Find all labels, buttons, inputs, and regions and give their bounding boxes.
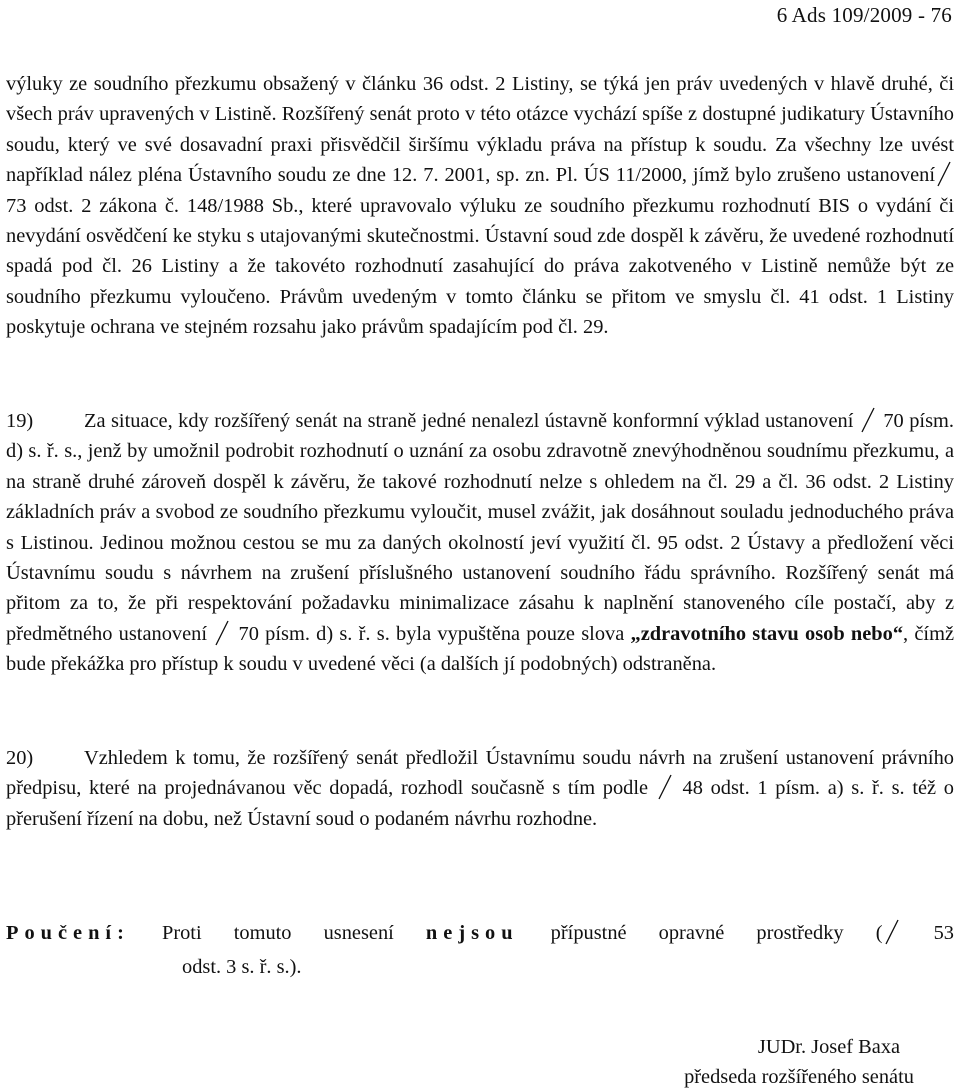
- paragraph-text: , čímž bude překážka pro přístup k soudu v uvedené věci (a dalších jí podobných) odstraněna.: [6, 622, 954, 676]
- section-sign-icon: [215, 620, 229, 646]
- legal-instruction: [6, 916, 954, 984]
- instruction-text-c: 53: [933, 922, 954, 944]
- instruction-label: Poučení:: [6, 922, 130, 944]
- instruction-emphasis: nejsou: [425, 922, 519, 944]
- paragraph-text: Za situace, kdy rozšířený senát na straně jedné nenalezl ústavně konformní výklad ustanovení: [84, 410, 854, 432]
- instruction-text-a: Proti tomuto usnesení: [161, 922, 394, 944]
- section-sign-icon: [658, 774, 672, 800]
- section-sign-icon: [885, 919, 899, 945]
- section-sign-icon: [937, 161, 951, 187]
- bold-phrase: „zdravotního stavu osob nebo“: [630, 622, 904, 645]
- instruction-text-b: přípustné opravné prostředky (: [550, 922, 883, 944]
- paragraph-number: 20): [6, 747, 34, 769]
- case-reference: 6 Ads 109/2009 - 76: [776, 3, 952, 27]
- paragraph-19: [6, 406, 954, 680]
- section-sign-icon: [861, 407, 875, 433]
- paragraph-text: výluky ze soudního přezkumu obsažený v článku 36 odst. 2 Listiny, se týká jen práv uvedených v hlavě druhé, či všech práv upravených v Listině. Rozšířený senát proto v této otázce vychází spíše z dostupné judikatury Ústavního soudu, který ve své dosavadní praxi přisvědčil širšímu výkladu práva na přístup k soudu. Za všechny lze uvést například nález pléna Ústavního soudu ze dne 12. 7. 2001, sp. zn. Pl. ÚS 11/2000, jímž bylo zrušeno ustanovení: [6, 73, 954, 187]
- paragraph-text: 70 písm. d) s. ř. s. byla vypuštěna pouze slova: [238, 622, 625, 645]
- document-page: [6, 0, 954, 1089]
- paragraph-text: 70 písm. d) s. ř. s., jenž by umožnil podrobit rozhodnutí o uznání za osobu zdravotně znevýhodněnou soudnímu přezkumu, a na straně druhé zároveň dospěl k závěru, že takové rozhodnutí nelze s ohledem na čl. 29 a čl. 36 odst. 2 Listiny základních práv a svobod ze soudního přezkumu vyloučit, musel zvážit, jak dosáhnout souladu jednoduchého práva s Listinou. Jedinou možnou cestou se mu za daných okolností jeví využití čl. 95 odst. 2 Ústavy a předložení věci Ústavnímu soudu s návrhem na zrušení příslušného ustanovení soudního řádu správního. Rozšířený senát má přitom za to, že při respektování požadavku minimalizace zásahu k naplnění stanoveného cíle postačí, aby z předmětného ustanovení: [6, 410, 954, 645]
- paragraph-number: 19): [6, 410, 34, 432]
- paragraph-text: 48 odst. 1 písm. a) s. ř. s. též o přerušení řízení na dobu, než Ústavní soud o podaném návrhu rozhodne.: [6, 777, 954, 830]
- instruction-text: [130, 916, 954, 950]
- signature-block: [654, 1032, 944, 1092]
- instruction-line-2: odst. 3 s. ř. s.).: [182, 956, 302, 978]
- paragraph-text: Vzhledem k tomu, že rozšířený senát předložil Ústavnímu soudu návrh na zrušení ustanovení právního předpisu, které na projednávanou věc dopadá, rozhodl současně s tím podle: [6, 747, 954, 800]
- paragraph-18-continued: [6, 69, 954, 343]
- signatory-role: předseda rozšířeného senátu: [684, 1066, 914, 1088]
- paragraph-text: 73 odst. 2 zákona č. 148/1988 Sb., které upravovalo výluku ze soudního přezkumu rozhodnutí BIS o vydání či nevydání osvědčení ke styku s utajovanými skutečnostmi. Ústavní soud zde dospěl k závěru, že uvedené rozhodnutí spadá pod čl. 26 Listiny a že takovéto rozhodnutí zasahující do práva zakotveného v Listině nemůže být ze soudního přezkumu vyloučeno. Právům uvedeným v tomto článku se přitom ve smyslu čl. 41 odst. 1 Listiny poskytuje ochrana ve stejném rozsahu jako právům spadajícím pod čl. 29.: [6, 194, 954, 339]
- signatory-name: JUDr. Josef Baxa: [757, 1036, 901, 1058]
- paragraph-20: [6, 743, 954, 834]
